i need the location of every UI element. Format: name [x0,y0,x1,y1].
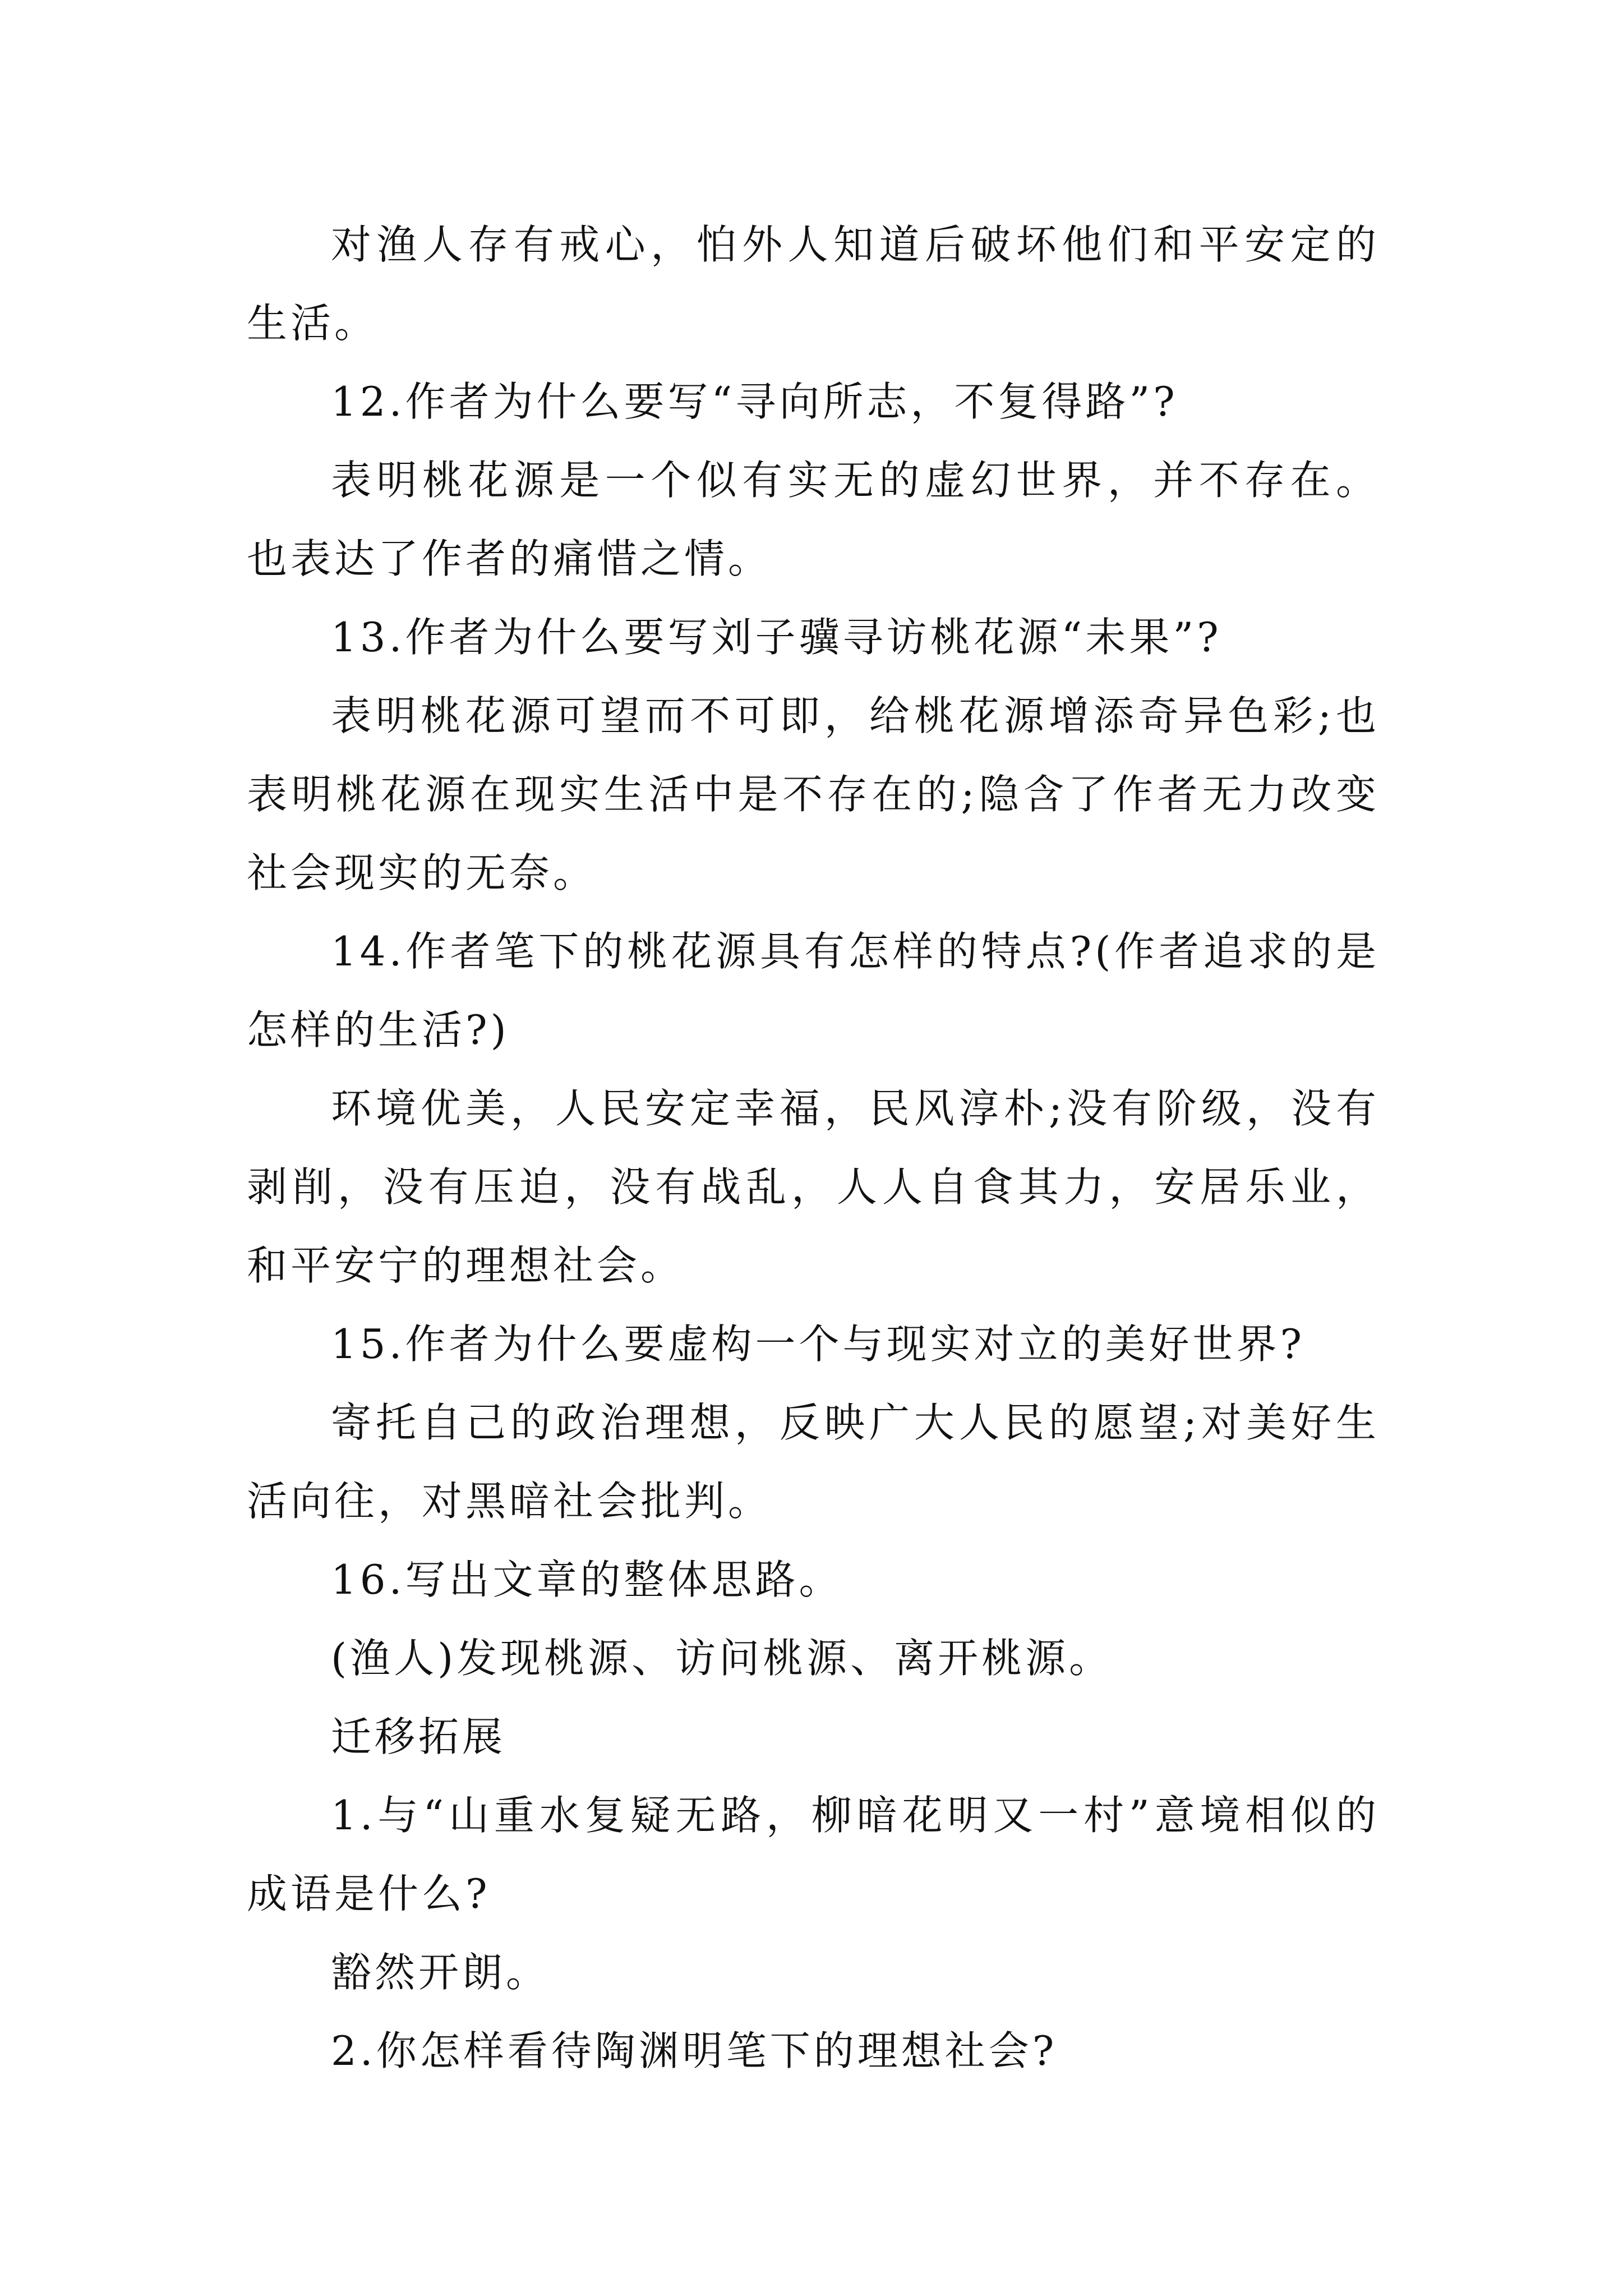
question-13: 13.作者为什么要写刘子骥寻访桃花源“未果”? [331,614,1222,661]
paragraph-answer-16: (渔人)发现桃源、访问桃源、离开桃源。 [331,1635,1113,1682]
question-14: 14.作者笔下的桃花源具有怎样的特点?(作者追求的是怎样的生活?) [247,928,1380,1053]
question-15: 15.作者为什么要虚构一个与现实对立的美好世界? [331,1320,1306,1368]
paragraph-answer-11: 对渔人存有戒心，怕外人知道后破坏他们和平安定的生活。 [247,221,1380,347]
paragraph-answer-13: 表明桃花源可望而不可即，给桃花源增添奇异色彩;也表明桃花源在现实生活中是不存在的;隐含了作者无力改变社会现实的无奈。 [247,692,1380,896]
question-12: 12.作者为什么要写“寻向所志，不复得路”? [331,378,1178,425]
section-heading: 迁移拓展 [331,1713,506,1760]
extension-answer-1: 豁然开朗。 [331,1949,550,1996]
document-body [247,205,1380,2090]
question-16: 16.写出文章的整体思路。 [331,1556,843,1603]
extension-question-2: 2.你怎样看待陶渊明笔下的理想社会? [331,2027,1058,2074]
paragraph-answer-15: 寄托自己的政治理想，反映广大人民的愿望;对美好生活向往，对黑暗社会批判。 [247,1399,1380,1525]
extension-question-1: 1.与“山重水复疑无路，柳暗花明又一村”意境相似的成语是什么? [247,1792,1380,1917]
paragraph-answer-12: 表明桃花源是一个似有实无的虚幻世界，并不存在。也表达了作者的痛惜之情。 [247,457,1380,582]
paragraph-answer-14: 环境优美，人民安定幸福，民风淳朴;没有阶级，没有剥削，没有压迫，没有战乱，人人自食其力，安居乐业，和平安宁的理想社会。 [247,1085,1380,1289]
